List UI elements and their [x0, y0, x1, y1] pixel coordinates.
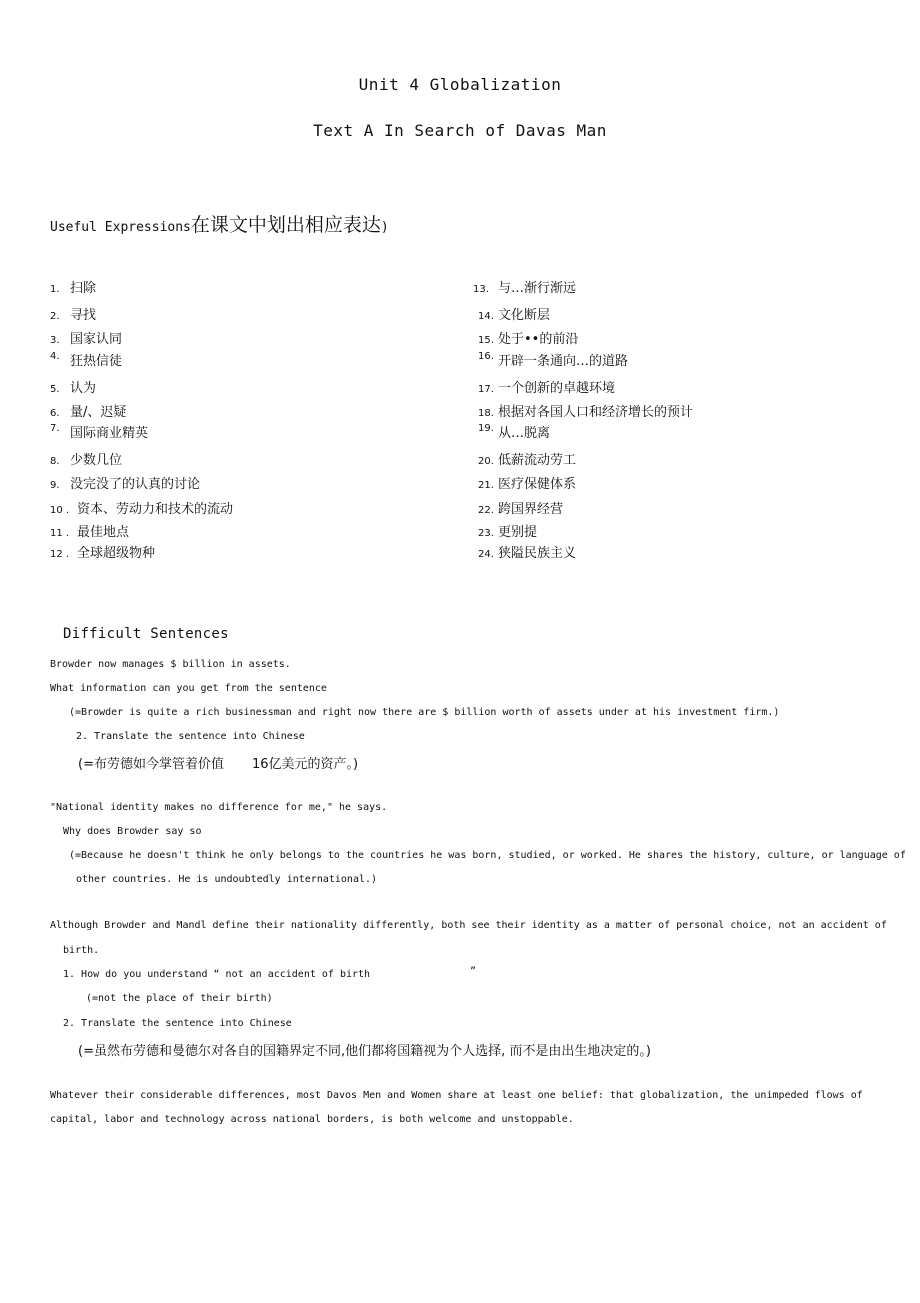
list-item: 12 . 全球超级物种: [50, 546, 156, 561]
list-item: 13. 与…渐行渐远: [473, 281, 577, 296]
list-item: 18. 根据对各国人口和经济增长的预计: [478, 405, 694, 420]
list-item: 1. 扫除: [50, 281, 97, 296]
sentence-line: 16亿美元的资产。): [252, 757, 359, 772]
sentence-line: 2. Translate the sentence into Chinese: [63, 1018, 292, 1029]
closing-quote: ”: [470, 966, 477, 977]
sentence-line: "National identity makes no difference for me," he says.: [50, 802, 388, 813]
sentence-line: capital, labor and technology across national borders, is both welcome and unstoppable.: [50, 1114, 574, 1125]
list-item: 11 . 最佳地点: [50, 525, 130, 540]
list-item: 24. 狭隘民族主义: [478, 546, 577, 561]
useful-heading-tail: ): [380, 220, 389, 235]
list-item: 3. 国家认同: [50, 332, 123, 347]
sentence-line: 1. How do you understand “ not an accident of birth: [63, 969, 371, 980]
list-item: 20. 低薪流动劳工: [478, 453, 577, 468]
sentence-line: (=not the place of their birth): [86, 993, 273, 1004]
sentence-line: (=Because he doesn't think he only belongs to the countries he was born, studied, or worked. He shares the history, culture, or language of: [69, 850, 906, 861]
useful-heading-en: Useful Expressions: [50, 220, 191, 235]
sentence-line: (=布劳德如今掌管着价值: [78, 757, 224, 772]
sentence-line: Although Browder and Mandl define their nationality differently, both see their identity as a matter of personal choice, not an accident of: [50, 920, 887, 931]
useful-expressions-heading: [50, 210, 389, 237]
sentence-line: other countries. He is undoubtedly international.): [76, 874, 378, 885]
list-item: 4. 狂热信徒: [50, 351, 123, 369]
difficult-sentences-heading: Difficult Sentences: [63, 626, 229, 642]
sentence-line: birth.: [63, 945, 100, 956]
list-item: 5. 认为: [50, 381, 97, 396]
list-item: 23. 更别提: [478, 525, 538, 540]
sentence-line: 2. Translate the sentence into Chinese: [76, 731, 305, 742]
list-item: 22. 跨国界经营: [478, 502, 564, 517]
sentence-line: (=虽然布劳德和曼德尔对各自的国籍界定不同,他们都将国籍视为个人选择, 而不是由出生地决定的。): [78, 1044, 651, 1059]
list-item: 19. 从…脱离: [478, 423, 551, 441]
list-item: 9. 没完没了的认真的讨论: [50, 477, 201, 492]
text-title: Text A In Search of Davas Man: [313, 121, 607, 140]
list-item: 16. 开辟一条通向…的道路: [478, 351, 629, 369]
sentence-line: Browder now manages $ billion in assets.: [50, 659, 291, 670]
sentence-line: Why does Browder say so: [63, 826, 202, 837]
list-item: 8. 少数几位: [50, 453, 123, 468]
list-item: 6. 量/、迟疑: [50, 405, 127, 420]
list-item: 7. 国际商业精英: [50, 423, 149, 441]
list-item: 2. 寻找: [50, 308, 97, 323]
unit-title: Unit 4 Globalization: [358, 75, 562, 94]
sentence-line: (=Browder is quite a rich businessman and right now there are $ billion worth of assets under at his investment firm.): [69, 707, 780, 718]
list-item: 14. 文化断层: [478, 308, 551, 323]
list-item: 15. 处于••的前沿: [478, 332, 579, 347]
list-item: 17. 一个创新的卓越环境: [478, 381, 616, 396]
sentence-line: What information can you get from the sentence: [50, 683, 327, 694]
list-item: 21. 医疗保健体系: [478, 477, 577, 492]
sentence-line: Whatever their considerable differences, most Davos Men and Women share at least one belief: that globalization, the unimpeded flows of: [50, 1090, 863, 1101]
useful-heading-cn: 在课文中划出相应表达: [190, 214, 381, 236]
list-item: 10 . 资本、劳动力和技术的流动: [50, 502, 234, 517]
